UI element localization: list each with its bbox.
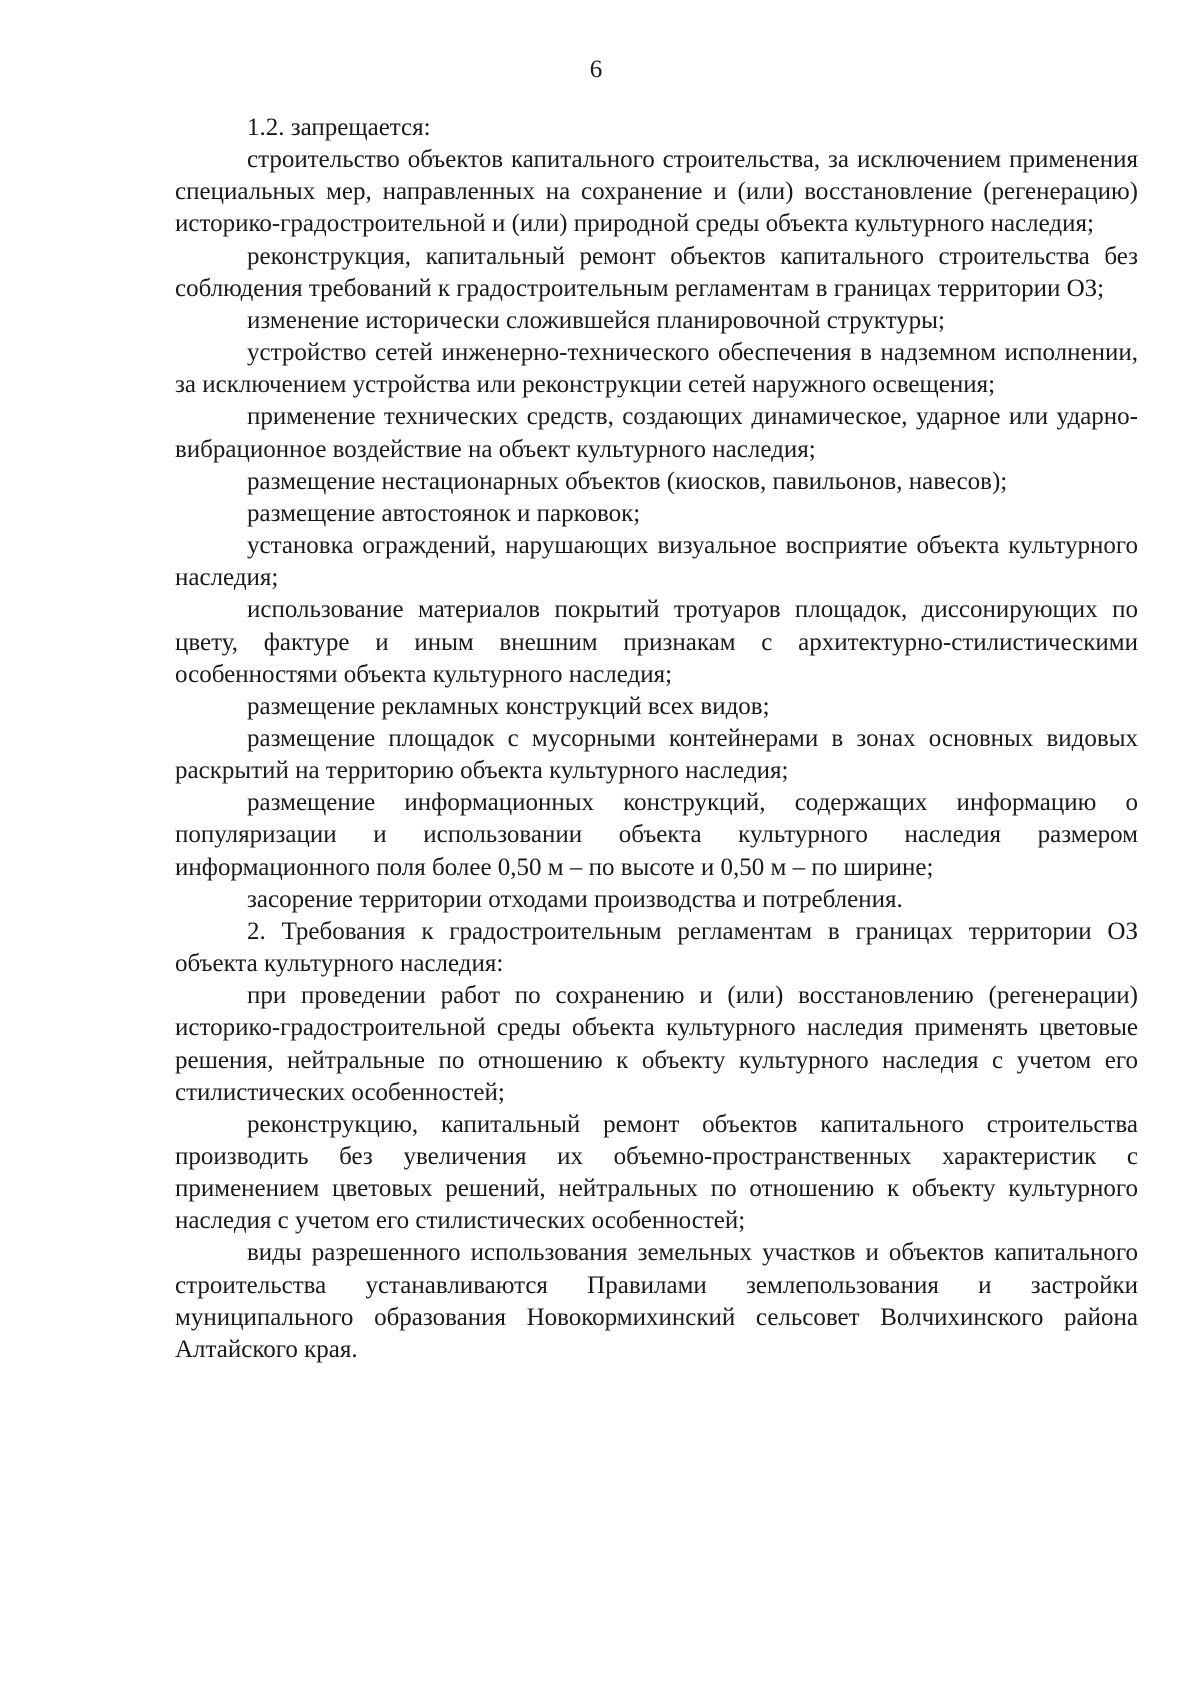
paragraph-section-1-2-heading: 1.2. запрещается: [247, 114, 431, 141]
paragraph: размещение автостоянок и парковок; [247, 499, 641, 527]
paragraph: строительство объектов капитального строительства, за исключением применения специальных мер, направленных на сохранение и (или) восстановление (регенерацию) историко-градостроительной и (или) природной среды объекта культурного наследия; [175, 146, 1138, 238]
paragraph: размещение рекламных конструкций всех видов; [247, 692, 770, 720]
paragraph: реконструкция, капитальный ремонт объектов капитального строительства без соблюдения требований к градостроительным регламентам в границах территории ОЗ; [175, 242, 1138, 302]
paragraph: размещение площадок с мусорными контейнерами в зонах основных видовых раскрытий на территорию объекта культурного наследия; [175, 724, 1138, 785]
paragraph: применение технических средств, создающих динамическое, ударное или ударно-вибрационное воздействие на объект культурного наследия; [175, 403, 1138, 463]
paragraph: засорение территории отходами производства и потребления. [247, 885, 903, 913]
paragraph-section-2-heading: 2. Требования к градостроительным регламентам в границах территории ОЗ объекта культурного наследия: [175, 917, 1138, 978]
paragraph: реконструкцию, капитальный ремонт объектов капитального строительства производить без увеличения их объемно-пространственных характеристик с применением цветовых решений, нейтральных по отношению к объекту культурного наследия с учетом его стилистических особенностей; [175, 1110, 1138, 1235]
paragraph: устройство сетей инженерно-технического обеспечения в надземном исполнении, за исключением устройства или реконструкции сетей наружного освещения; [175, 339, 1138, 399]
paragraph: при проведении работ по сохранению и (или) восстановлению (регенерации) историко-градостроительной среды объекта культурного наследия применять цветовые решения, нейтральные по отношению к объекту культурного наследия с учетом его стилистических особенностей; [175, 982, 1138, 1106]
paragraph: изменение исторически сложившейся планировочной структуры; [247, 306, 945, 334]
paragraph: виды разрешенного использования земельных участков и объектов капитального строительства устанавливаются Правилами землепользования и застройки муниципального образования Новокормихинский сельсовет Волчихинского района Алтайского края. [175, 1239, 1138, 1363]
paragraph: использование материалов покрытий тротуаров площадок, диссонирующих по цвету, фактуре и иным внешним признакам с архитектурно-стилистическими особенностями объекта культурного наследия; [175, 596, 1138, 688]
paragraph: размещение нестационарных объектов (киосков, павильонов, навесов); [247, 467, 1008, 495]
page-number: 6 [589, 56, 603, 83]
paragraph: установка ограждений, нарушающих визуальное восприятие объекта культурного наследия; [175, 532, 1138, 592]
document-body [175, 112, 1138, 1366]
paragraph: размещение информационных конструкций, содержащих информацию о популяризации и использовании объекта культурного наследия размером информационного поля более 0,50 м – по высоте и 0,50 м – по ширине; [175, 789, 1138, 881]
